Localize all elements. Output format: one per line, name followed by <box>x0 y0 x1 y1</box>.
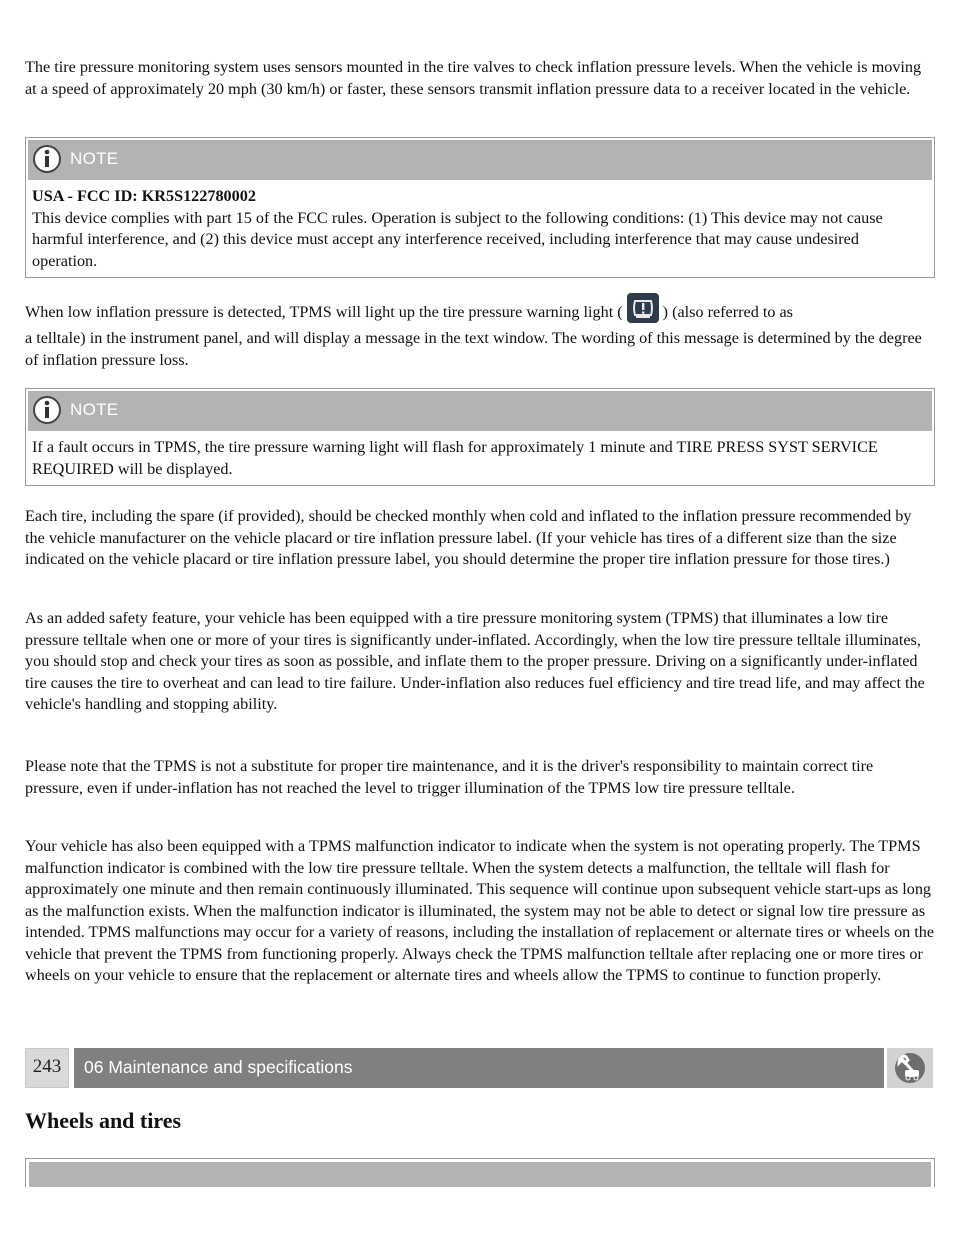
fcc-id-heading: USA - FCC ID: KR5S122780002 <box>32 187 256 205</box>
fault-note-box <box>25 388 935 486</box>
tire-pressure-warning-icon <box>627 293 659 323</box>
fcc-note-box <box>25 137 935 278</box>
section-title: Wheels and tires <box>25 1108 182 1133</box>
warning-light-paragraph-continued: a telltale) in the instrument panel, and will display a message in the text window. The wording of this message is determined by the degree of inflation pressure loss. <box>25 329 922 369</box>
note-header <box>28 391 932 431</box>
chapter-footer <box>25 1048 935 1088</box>
chapter-strip <box>74 1048 884 1088</box>
chapter-title: 06 Maintenance and specifications <box>84 1057 353 1077</box>
info-icon <box>32 144 62 174</box>
note-title: NOTE <box>70 400 119 419</box>
next-box <box>25 1158 935 1187</box>
warning-light-paragraph <box>25 293 935 324</box>
warning-text-after: ) (also referred to as <box>662 303 793 321</box>
maintenance-note-paragraph: Please note that the TPMS is not a substitute for proper tire maintenance, and it is the driver's responsibility to maintain correct tire pressure, even if under-inflation has not reached the level to trigger illumination of the TPMS low tire pressure telltale. <box>25 757 874 797</box>
page-number: 243 <box>25 1048 69 1088</box>
info-icon <box>32 395 62 425</box>
wrench-car-icon <box>887 1048 933 1088</box>
warning-text-before: When low inflation pressure is detected, TPMS will light up the tire pressure warning light ( <box>25 303 623 321</box>
monthly-check-paragraph: Each tire, including the spare (if provided), should be checked monthly when cold and inflated to the inflation pressure recommended by the vehicle manufacturer on the vehicle placard or tire inflation pressure label. (If your vehicle has tires of a different size than the size indicated on the vehicle placard or tire inflation pressure label, you should determine the proper tire inflation pressure for those tires.) <box>25 507 912 568</box>
fcc-note-text: This device complies with part 15 of the FCC rules. Operation is subject to the following conditions: (1) This device may not cause harmful interference, and (2) this device must accept any interference received, including interference that may cause undesired operation. <box>32 208 883 270</box>
safety-feature-paragraph: As an added safety feature, your vehicle has been equipped with a tire pressure monitoring system (TPMS) that illuminates a low tire pressure telltale when one or more of your tires is significantly under-inflated. Accordingly, when the low tire pressure telltale illuminates, you should stop and check your tires as soon as possible, and inflate them to the proper pressure. Driving on a significantly under-inflated tire causes the tire to overheat and can lead to tire failure. Under-inflation also reduces fuel efficiency and tire tread life, and may affect the vehicle's handling and stopping ability. <box>25 609 925 713</box>
fault-note-text: If a fault occurs in TPMS, the tire pressure warning light will flash for approximately 1 minute and TIRE PRESS SYST SERVICE REQUIRED will be displayed. <box>32 438 878 478</box>
next-box-header <box>29 1162 931 1187</box>
intro-paragraph: The tire pressure monitoring system uses sensors mounted in the tire valves to check inflation pressure levels. When the vehicle is moving at a speed of approximately 20 mph (30 km/h) or faster, these sensors transmit inflation pressure data to a receiver located in the vehicle. <box>25 58 922 98</box>
note-title: NOTE <box>70 149 119 168</box>
note-header <box>28 140 932 180</box>
chapter-icon-box <box>887 1048 933 1088</box>
malfunction-indicator-paragraph: Your vehicle has also been equipped with a TPMS malfunction indicator to indicate when the system is not operating properly. The TPMS malfunction indicator is combined with the low tire pressure telltale. When the system detects a malfunction, the telltale will flash for approximately one minute and then remain continuously illuminated. This sequence will continue upon subsequent vehicle start-ups as long as the malfunction exists. When the malfunction indicator is illuminated, the system may not be able to detect or signal low tire pressure as intended. TPMS malfunctions may occur for a variety of reasons, including the installation of replacement or alternate tires or wheels on the vehicle that prevent the TPMS from functioning properly. Always check the TPMS malfunction telltale after replacing one or more tires or wheels on your vehicle to ensure that the replacement or alternate tires and wheels allow the TPMS to continue to function properly. <box>25 837 935 984</box>
